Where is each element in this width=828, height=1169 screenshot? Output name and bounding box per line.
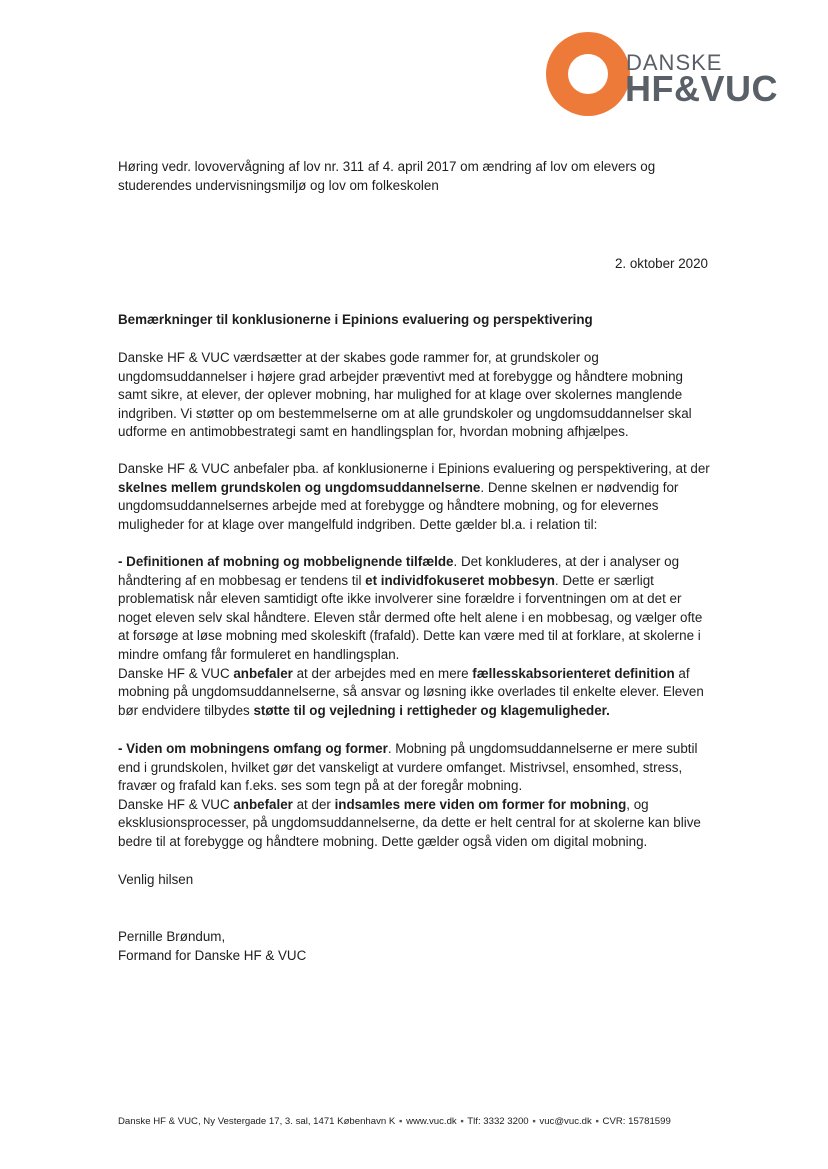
logo-line1: DANSKE [626, 50, 723, 75]
paragraph-3 [118, 553, 714, 720]
p2-text-a: Danske HF & VUC anbefaler pba. af konklusionerne i Epinions evaluering og perspektivering, at der [118, 461, 710, 476]
p3-bold-h: fællesskabsorienteret definition [472, 665, 675, 681]
footer-phone: Tlf: 3332 3200 [467, 1116, 529, 1127]
p3-text-d: . Dette er særligt problematisk når eleven samtidigt ofte ikke involverer sine forældre i forventningen om at det er noget eleven selv skal håndtere. Eleven står dermed ofte helt alene i en mobbesag, og vælger ofte at forsøge at løse mobning med skoleskift (frafald). Dette kan være med til at forklare, at skolerne i mindre omfang får formuleret en handlingsplan. [118, 572, 703, 662]
signature-name: Pernille Brøndum, [118, 929, 226, 944]
logo-line2: HF&VUC [625, 68, 778, 109]
paragraph-4 [118, 740, 714, 852]
p4-text-g: , og eksklusionsprocesser, på ungdomsuddannelserne, da dette er helt central for at skolerne kan blive bedre til at forebygge og håndtere mobning. Dette gælder også viden om digital mobning. [118, 796, 701, 849]
p3-bold-j: støtte til og vejledning i rettigheder og klagemuligheder. [253, 702, 610, 718]
p4-text-c: Danske HF & VUC [118, 796, 234, 812]
danske-hf-vuc-logo [546, 26, 786, 118]
footer-address: Danske HF & VUC, Ny Vestergade 17, 3. sal, 1471 København K [118, 1116, 396, 1127]
logo-circle-icon [546, 32, 630, 116]
footer-separator: ▪ [460, 1116, 464, 1127]
signature [118, 928, 714, 965]
p4-bold-a: - Viden om mobningens omfang og former [118, 741, 388, 756]
p2-text-c: . Denne skelnen er nødvendig for ungdomsuddannelsernes arbejde med at forebygge og håndtere mobning, og for elevernes muligheder for at klage over mangelfuld indgriben. Dette gælder bl.a. i relation til: [118, 479, 679, 532]
p3-text-e: Danske HF & VUC [118, 665, 234, 681]
p4-text-e: at der [292, 796, 335, 812]
letter-date: 2. oktober 2020 [614, 256, 708, 271]
p3-bold-a: - Definitionen af mobning og mobbelignende tilfælde [118, 554, 454, 569]
closing: Venlig hilsen [118, 872, 194, 887]
p3-text-b: . Det konkluderes, at der i analyser og håndtering af en mobbesag er tendens til [118, 554, 680, 588]
p3-text-i: af mobning på ungdomsuddannelserne, så ansvar og løsning ikke overlades til enkelte elever. Eleven bør endvidere tilbydes [118, 665, 704, 718]
footer-web-link[interactable]: www.vuc.dk [406, 1116, 457, 1127]
p3-bold-c: et individfokuseret mobbesyn [365, 572, 555, 588]
subject-text: Høring vedr. lovovervågning af lov nr. 311 af 4. april 2017 om ændring af lov om elevers og studerendes undervisningsmiljø og lov om folkeskolen [118, 159, 656, 193]
paragraph-1-text: Danske HF & VUC værdsætter at der skabes gode rammer for, at grundskoler og ungdomsuddannelser i højere grad arbejder præventivt med at forebygge og håndtere mobning samt sikre, at elever, der oplever mobning, har mulighed for at klage over skolernes manglende indgriben. Vi støtter op om bestemmelserne om at alle grundskoler og ungdomsuddannelser skal udforme en antimobbestrategi samt en handlingsplan for, hvordan mobning afhjælpes. [118, 350, 692, 440]
p3-bold-f: anbefaler [233, 665, 293, 681]
p2-bold-b: skelnes mellem grundskolen og ungdomsuddannelserne [118, 479, 481, 495]
footer [118, 1116, 718, 1127]
footer-separator: ▪ [595, 1116, 599, 1127]
p4-bold-f: indsamles mere viden om former for mobning [334, 796, 627, 812]
section-heading: Bemærkninger til konklusionerne i Epinions evaluering og perspektivering [118, 312, 593, 327]
p3-text-g: at der arbejdes med en mere [292, 665, 473, 681]
paragraph-2 [118, 460, 714, 534]
footer-separator: ▪ [532, 1116, 536, 1127]
paragraph-1 [118, 349, 714, 442]
p4-text-b: . Mobning på ungdomsuddannelserne er mere subtil end i grundskolen, hvilket gør det vanskeligt at vurdere omfanget. Mistrivsel, ensomhed, stress, fravær og frafald kan f.eks. ses som tegn på at der foregår mobning. [118, 741, 698, 794]
footer-email-link[interactable]: vuc@vuc.dk [539, 1116, 592, 1127]
p4-bold-d: anbefaler [233, 796, 293, 812]
subject-line [118, 158, 714, 195]
footer-separator: ▪ [398, 1116, 403, 1127]
footer-cvr: CVR: 15781599 [602, 1116, 671, 1127]
signature-title: Formand for Danske HF & VUC [118, 947, 307, 963]
